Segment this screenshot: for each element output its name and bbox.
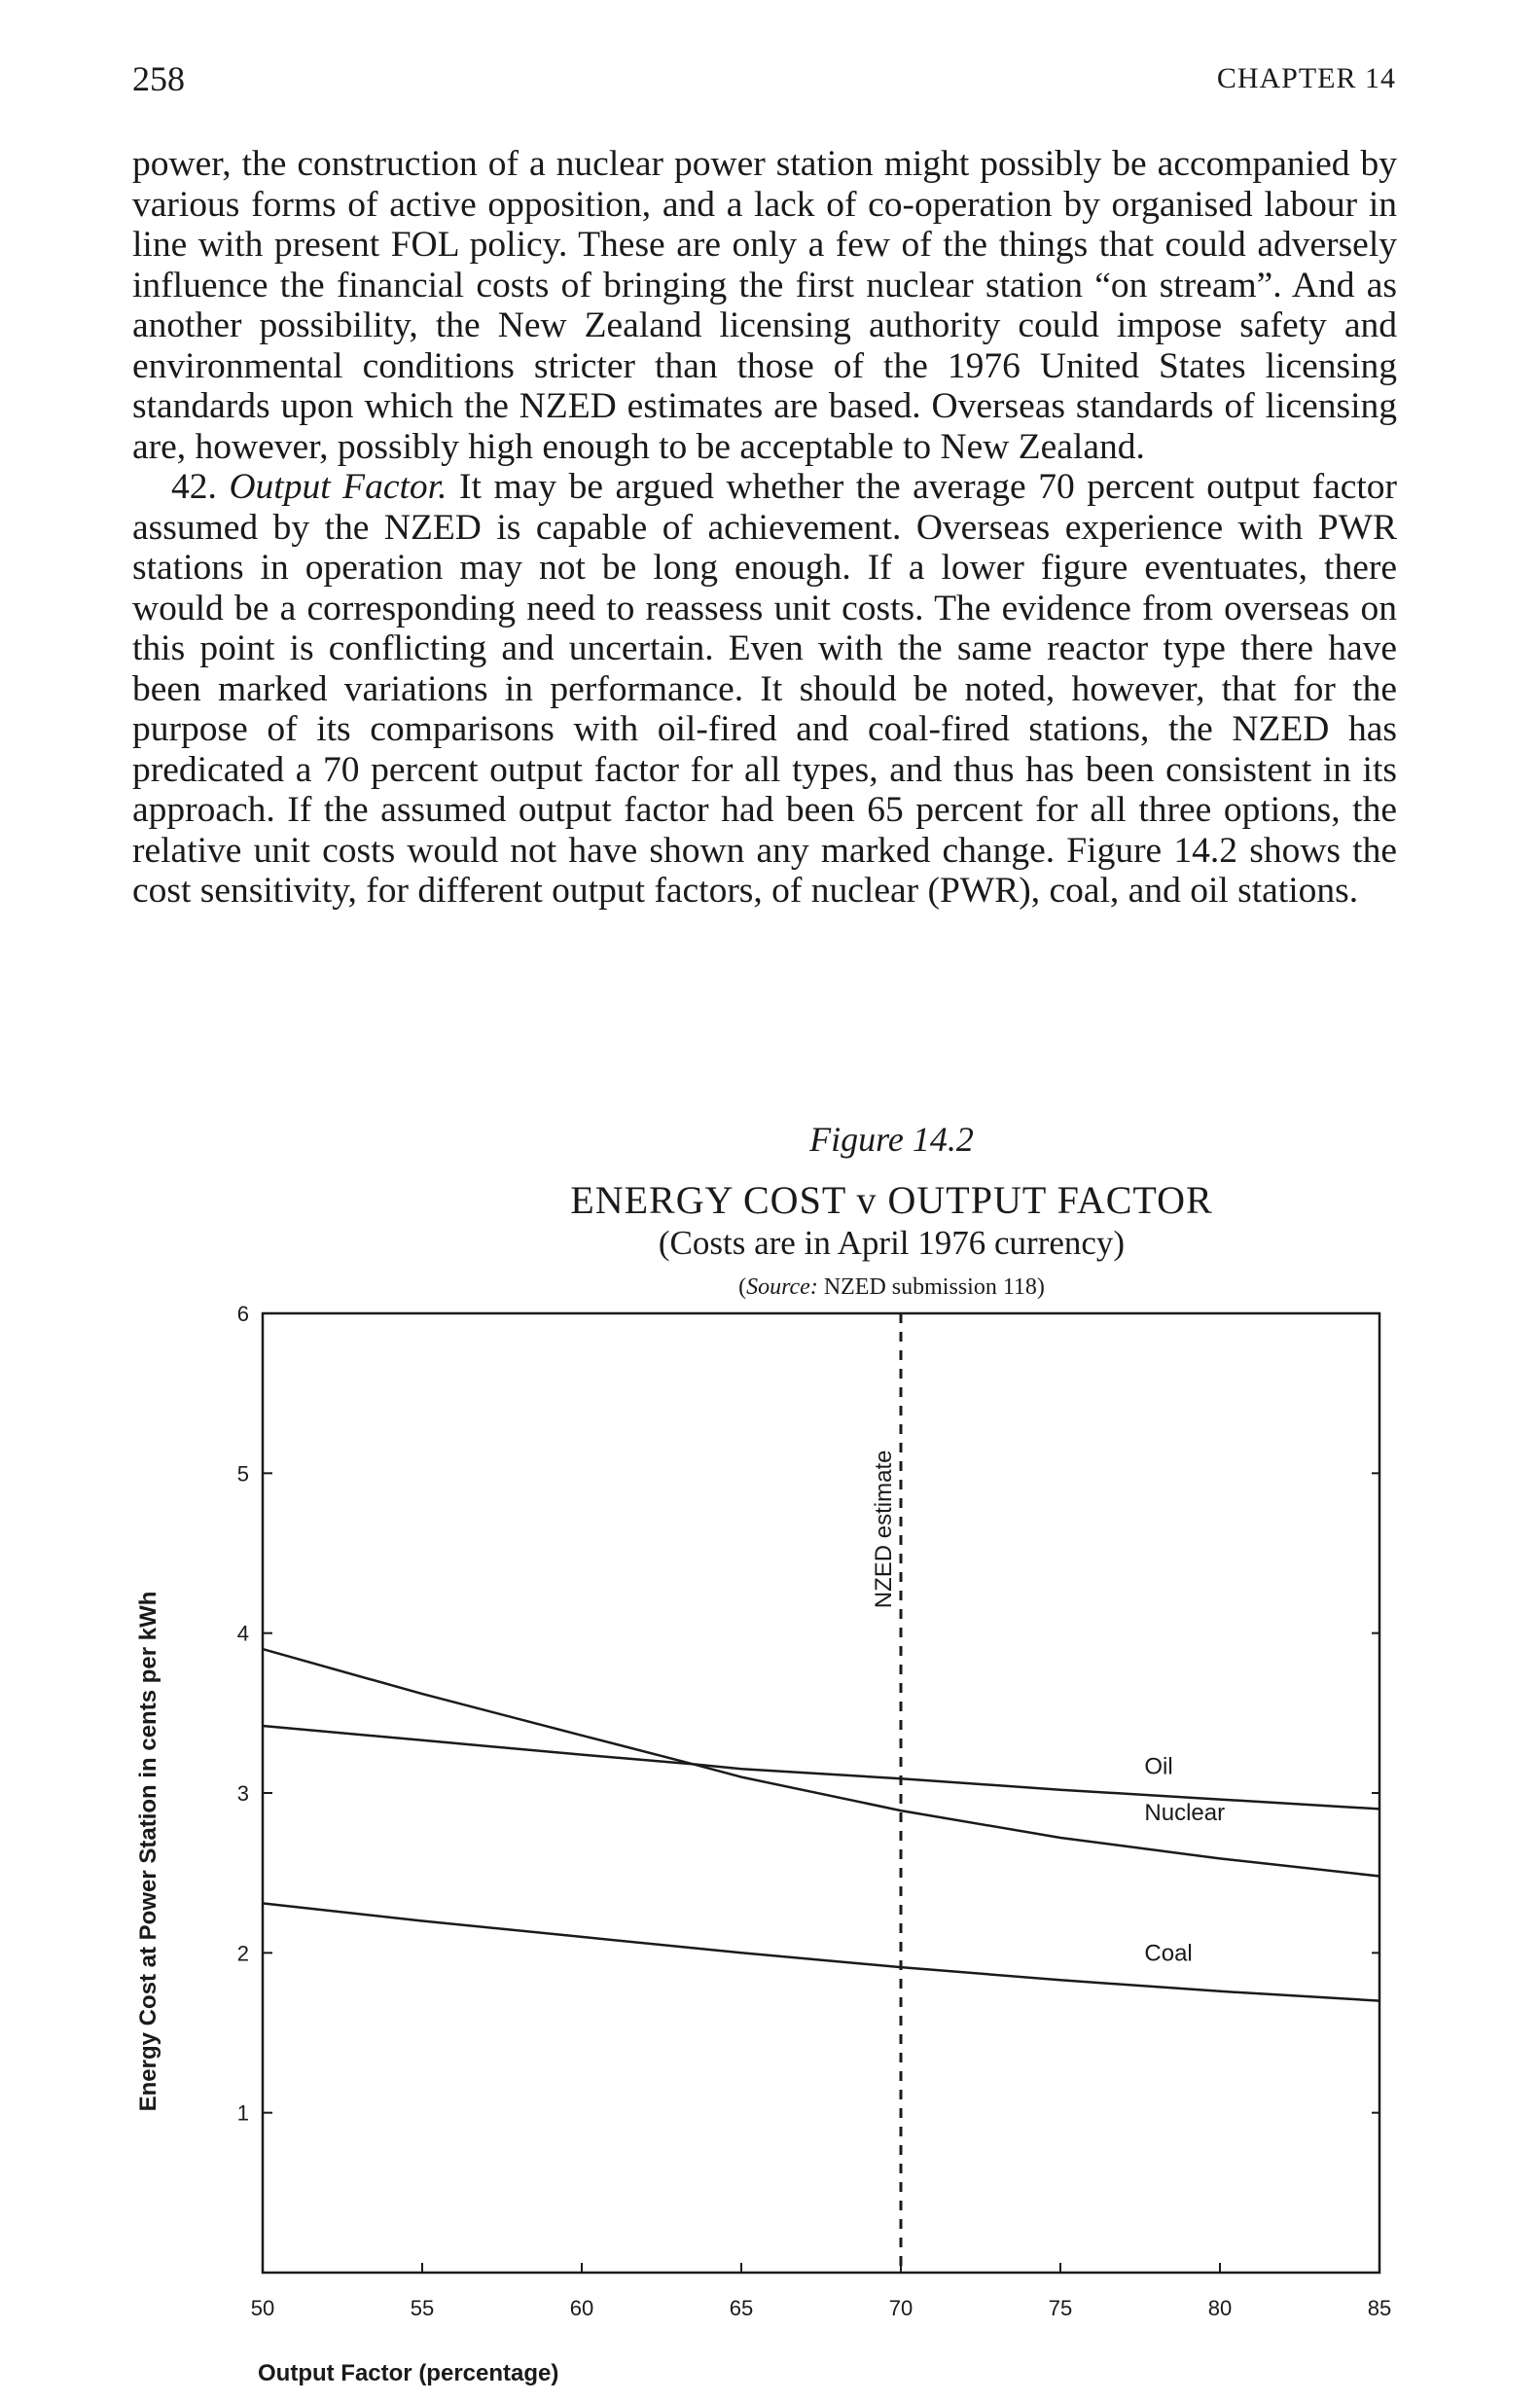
- plot-border: [263, 1313, 1379, 2273]
- y-tick-label: 3: [236, 1781, 249, 1806]
- oil-series-label: Oil: [1144, 1753, 1173, 1780]
- nzed-estimate-label: NZED estimate: [871, 1450, 897, 1609]
- figure-label: Figure 14.2: [809, 1120, 974, 1159]
- y-axis-ticks: [237, 1302, 1379, 2126]
- x-tick-label: 75: [1048, 2296, 1073, 2320]
- x-tick-label: 60: [569, 2296, 594, 2320]
- paragraph-number: 42.: [171, 467, 217, 507]
- source-text: NZED submission 118): [823, 1274, 1045, 1300]
- paragraph-heading: Output Factor.: [229, 467, 448, 507]
- y-tick-label: 5: [236, 1461, 249, 1487]
- paragraph-continuation: power, the construction of a nuclear power station might possibly be accompanied by various forms of active opposition, and a lack of co-operation by organised labour in line with present FOL policy. These are only a few of the things that could adversely influence the financial costs of bringing the first nuclear station “on stream”. And as another possibility, the New Zealand licensing authority could impose safety and environmental conditions stricter than those of the 1976 United States licensing standards upon which the NZED estimates are based. Overseas standards of licensing are, however, possibly high enough to be acceptable to New Zealand.: [132, 144, 1397, 467]
- y-tick-label: 6: [236, 1302, 249, 1326]
- source-label: Source:: [746, 1274, 818, 1300]
- figure-subtitle: (Costs are in April 1976 currency): [658, 1224, 1126, 1262]
- x-tick-label: 50: [250, 2296, 275, 2320]
- paragraph-output-factor: [132, 467, 1397, 912]
- running-head: CHAPTER 14: [1216, 62, 1396, 94]
- x-tick-label: 70: [888, 2296, 913, 2320]
- y-tick-label: 2: [236, 1941, 249, 1966]
- oil-series-line: [263, 1726, 1379, 1809]
- x-tick-label: 80: [1207, 2296, 1233, 2320]
- figure-source: [0, 1274, 1540, 1301]
- body-text: [132, 144, 1397, 912]
- coal-series-label: Coal: [1144, 1940, 1193, 1967]
- paragraph-text: It may be argued whether the average 70 percent output factor assumed by the NZED is capable of achievement. Overseas experience with PWR stations in operation may not be long enough. If a lower figure eventuates, there would be a corresponding need to reassess unit costs. The evidence from overseas on this point is conflicting and uncertain. Even with the same reactor type there have been marked variations in performance. It should be noted, however, that for the purpose of its comparisons with oil-fired and coal-fired stations, the NZED has predicated a 70 percent output factor for all types, and thus has been consistent in its approach. If the assumed output factor had been 65 percent for all three options, the relative unit costs would not have shown any marked change. Figure 14.2 shows the cost sensitivity, for different output factors, of nuclear (PWR), coal, and oil stations.: [132, 467, 1398, 911]
- x-tick-label: 55: [410, 2296, 435, 2320]
- x-tick-label: 85: [1367, 2296, 1392, 2320]
- x-tick-label: 65: [729, 2296, 754, 2320]
- x-axis-label: Output Factor (percentage): [258, 2360, 559, 2386]
- nuclear-series-label: Nuclear: [1144, 1799, 1226, 1826]
- plot-frame: [263, 1313, 1379, 2273]
- y-tick-label: 1: [236, 2100, 249, 2126]
- figure-title: ENERGY COST v OUTPUT FACTOR: [570, 1178, 1213, 1222]
- source-open: (: [738, 1274, 747, 1300]
- page-number: 258: [132, 59, 185, 98]
- series-lines: [263, 1649, 1379, 2001]
- y-axis-label: Energy Cost at Power Station in cents per kWh: [135, 1591, 161, 2112]
- coal-series-line: [263, 1903, 1379, 2000]
- x-axis-ticks: [251, 2263, 1391, 2320]
- y-tick-label: 4: [236, 1621, 249, 1646]
- nuclear-series-line: [263, 1649, 1379, 1876]
- reference-line-group: [871, 1313, 901, 2273]
